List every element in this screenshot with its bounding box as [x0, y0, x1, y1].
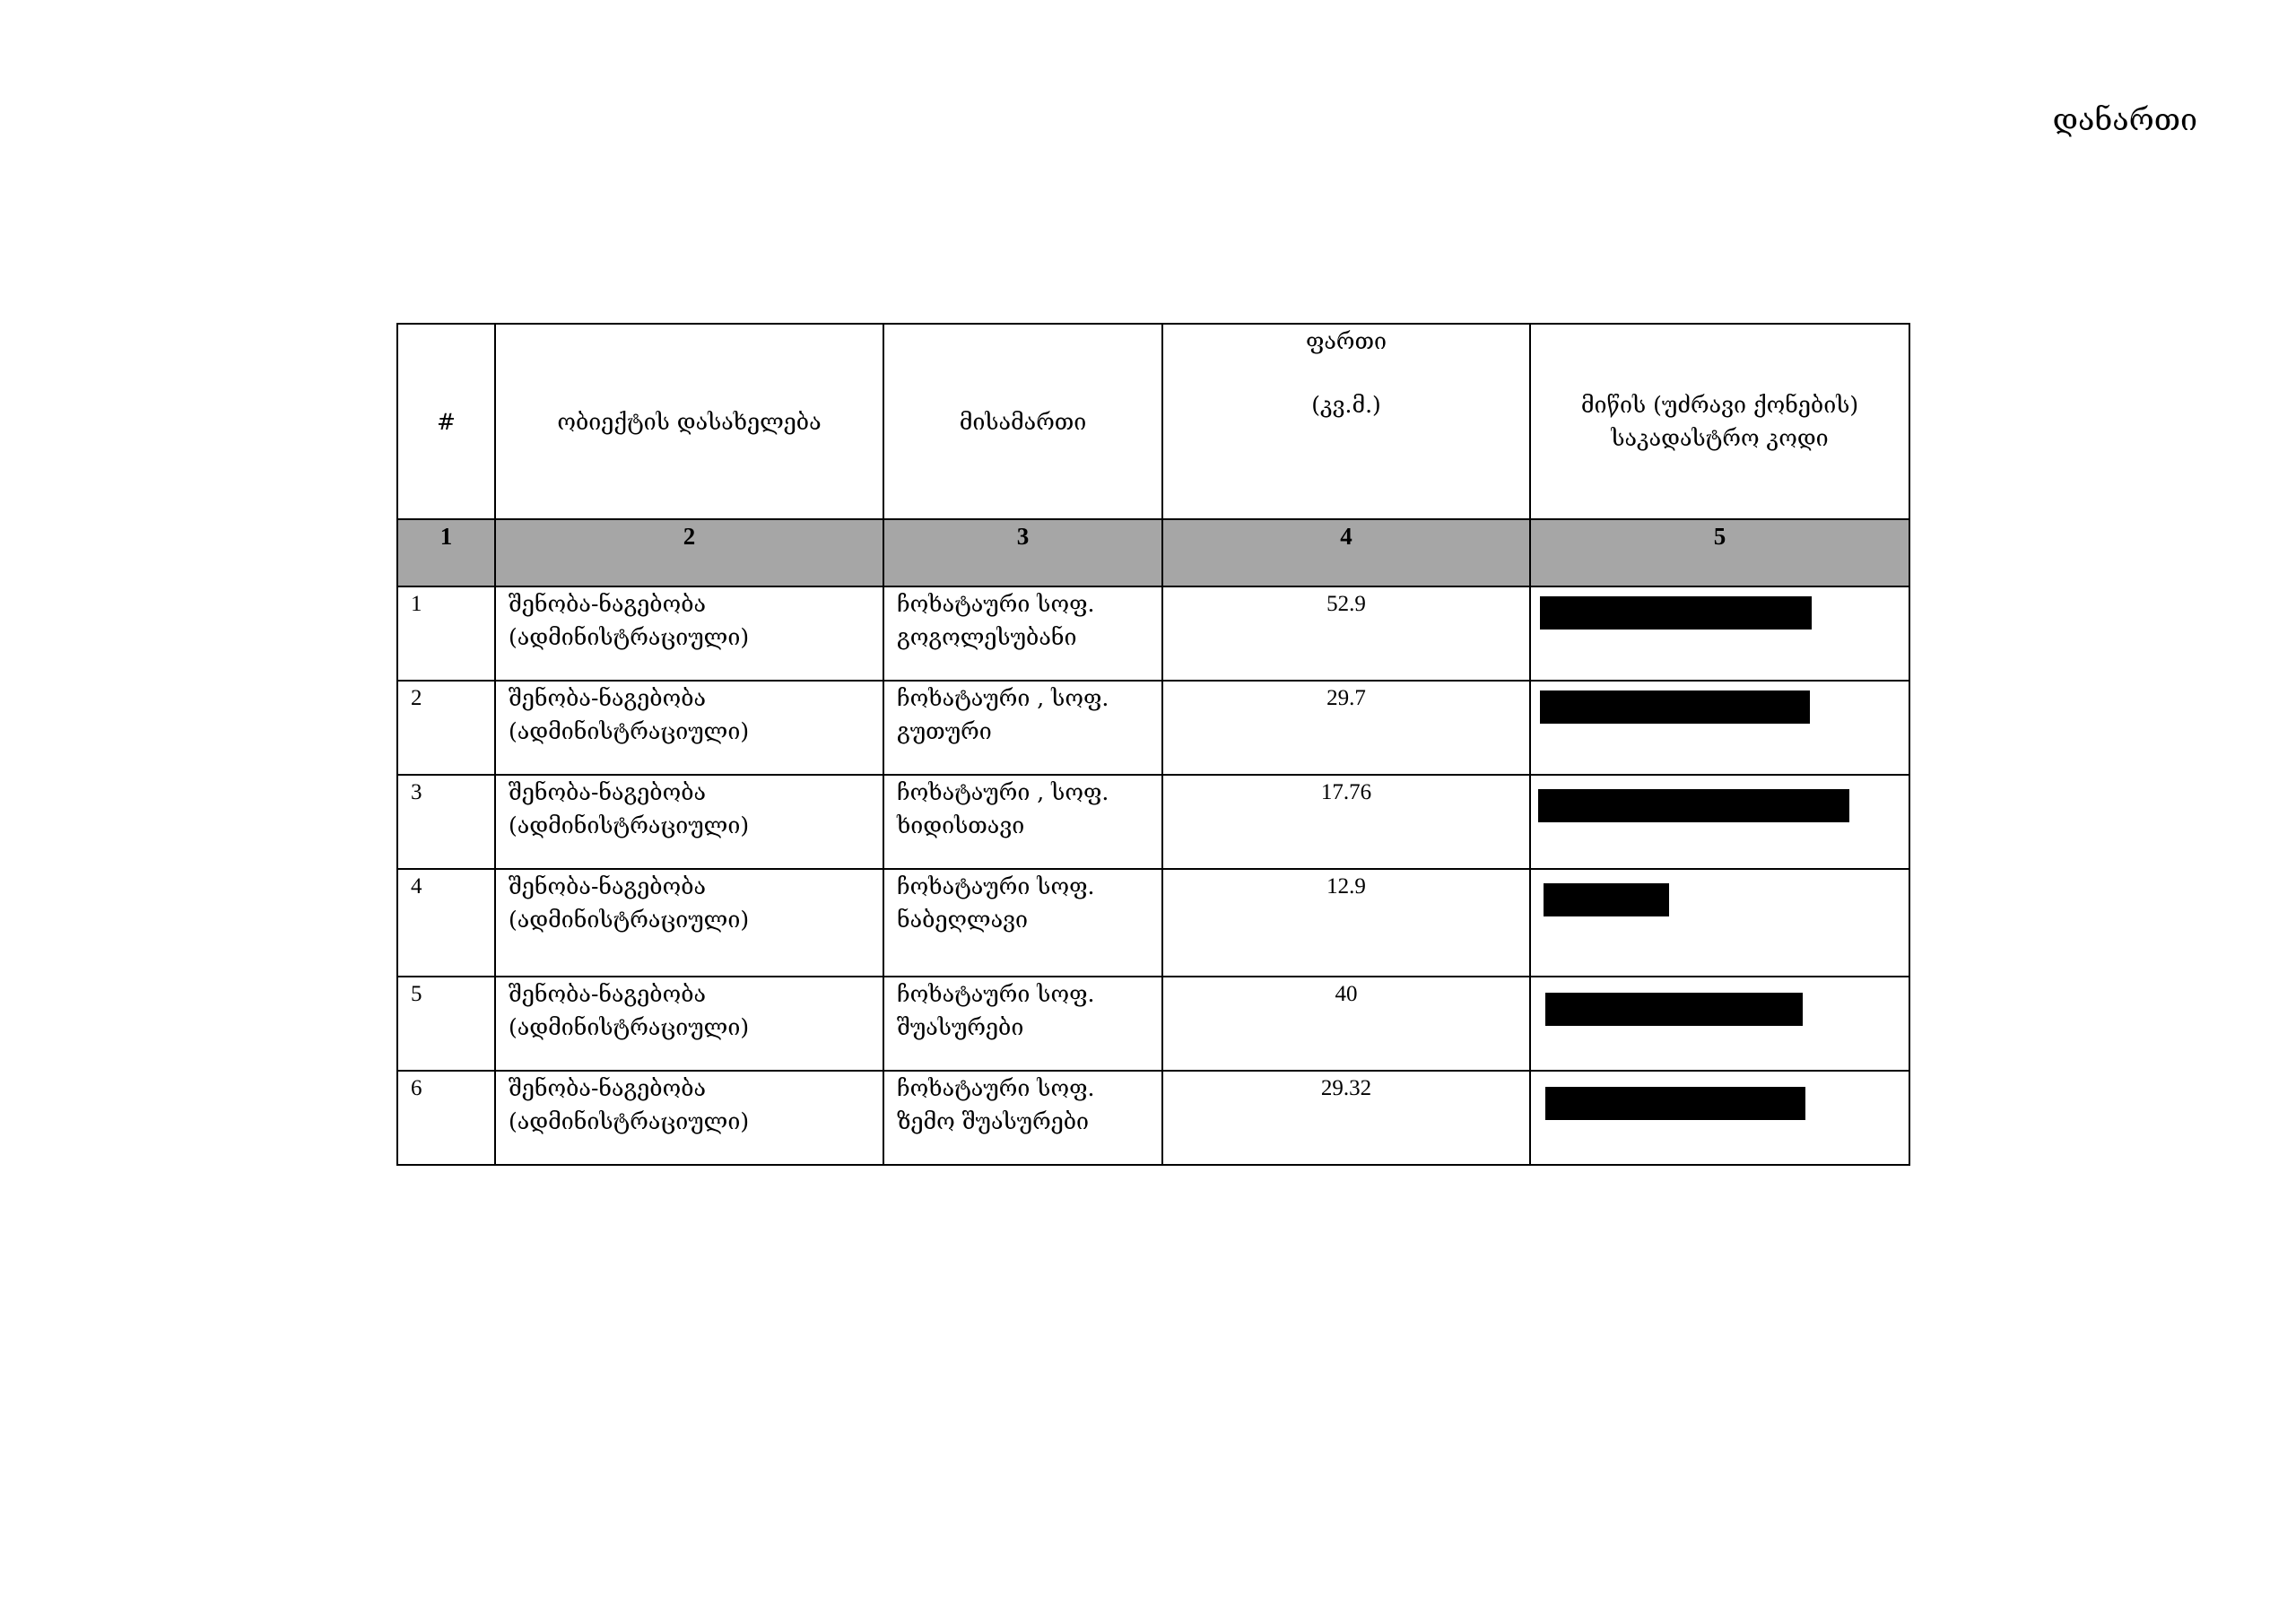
redaction-block — [1540, 596, 1812, 630]
area-value: 12.9 — [1162, 869, 1530, 977]
address-line1: ჩოხატაური სოფ. — [897, 1075, 1095, 1101]
row-number: 3 — [397, 775, 495, 869]
address — [883, 681, 1162, 775]
object-name-line2: (ადმინისტრაციული) — [509, 624, 750, 650]
table-row — [397, 869, 1909, 977]
address — [883, 1071, 1162, 1165]
address-line1: ჩოხატაური სოფ. — [897, 591, 1095, 617]
object-name — [495, 977, 883, 1071]
area-value: 29.32 — [1162, 1071, 1530, 1165]
header-area-label: ფართი — [1306, 328, 1387, 354]
object-name-line1: შენობა-ნაგებობა — [509, 981, 707, 1007]
redaction-block — [1540, 690, 1810, 724]
object-name-line1: შენობა-ნაგებობა — [509, 1075, 707, 1101]
address — [883, 977, 1162, 1071]
row-number: 2 — [397, 681, 495, 775]
object-name — [495, 1071, 883, 1165]
address-line2: ზემო შუასურები — [897, 1108, 1090, 1134]
table-row — [397, 977, 1909, 1071]
column-number: 4 — [1162, 519, 1530, 586]
cadastral-code-cell — [1530, 681, 1909, 775]
cadastral-code-cell — [1530, 586, 1909, 681]
object-name-line2: (ადმინისტრაციული) — [509, 907, 750, 933]
address — [883, 586, 1162, 681]
area-value: 40 — [1162, 977, 1530, 1071]
annex-title: დანართი — [2052, 102, 2197, 138]
object-name-line2: (ადმინისტრაციული) — [509, 718, 750, 744]
address-line1: ჩოხატაური , სოფ. — [897, 685, 1109, 711]
object-name-line1: შენობა-ნაგებობა — [509, 685, 707, 711]
column-number: 5 — [1530, 519, 1909, 586]
address-line2: გოგოლესუბანი — [897, 624, 1077, 650]
row-number: 5 — [397, 977, 495, 1071]
object-name-line1: შენობა-ნაგებობა — [509, 873, 707, 899]
object-name-line2: (ადმინისტრაციული) — [509, 812, 750, 838]
area-value: 17.76 — [1162, 775, 1530, 869]
header-cadastral-code — [1530, 324, 1909, 519]
column-number: 2 — [495, 519, 883, 586]
area-value: 52.9 — [1162, 586, 1530, 681]
column-number: 1 — [397, 519, 495, 586]
redaction-block — [1545, 1087, 1805, 1120]
column-number-row — [397, 519, 1909, 586]
area-value: 29.7 — [1162, 681, 1530, 775]
address-line1: ჩოხატაური , სოფ. — [897, 779, 1109, 805]
header-cadastral-line1: მიწის (უძრავი ქონების) — [1580, 392, 1859, 418]
object-name — [495, 869, 883, 977]
redaction-block — [1544, 883, 1669, 916]
address — [883, 869, 1162, 977]
header-address: მისამართი — [883, 324, 1162, 519]
redaction-block — [1538, 789, 1849, 822]
object-name — [495, 681, 883, 775]
object-name-line2: (ადმინისტრაციული) — [509, 1108, 750, 1134]
cadastral-code-cell — [1530, 977, 1909, 1071]
header-cadastral-line2: საკადასტრო კოდი — [1611, 425, 1829, 451]
header-num: # — [397, 324, 495, 519]
column-number: 3 — [883, 519, 1162, 586]
address-line2: ნაბეღლავი — [897, 907, 1029, 933]
table-row — [397, 1071, 1909, 1165]
table-row — [397, 775, 1909, 869]
object-name-line1: შენობა-ნაგებობა — [509, 779, 707, 805]
redaction-block — [1545, 993, 1803, 1026]
table-row — [397, 681, 1909, 775]
cadastral-code-cell — [1530, 775, 1909, 869]
cadastral-code-cell — [1530, 1071, 1909, 1165]
object-name-line2: (ადმინისტრაციული) — [509, 1014, 750, 1040]
header-area — [1162, 324, 1530, 519]
row-number: 6 — [397, 1071, 495, 1165]
address-line2: ხიდისთავი — [897, 812, 1025, 838]
header-area-unit: (კვ.მ.) — [1311, 392, 1381, 418]
object-name — [495, 586, 883, 681]
table-row — [397, 586, 1909, 681]
address-line2: შუასურები — [897, 1014, 1024, 1040]
row-number: 1 — [397, 586, 495, 681]
table-header-row — [397, 324, 1909, 519]
address-line1: ჩოხატაური სოფ. — [897, 873, 1095, 899]
cadastral-code-cell — [1530, 869, 1909, 977]
address-line2: გუთური — [897, 718, 992, 744]
property-table — [396, 323, 1910, 1166]
row-number: 4 — [397, 869, 495, 977]
header-object-name: ობიექტის დასახელება — [495, 324, 883, 519]
object-name-line1: შენობა-ნაგებობა — [509, 591, 707, 617]
address — [883, 775, 1162, 869]
address-line1: ჩოხატაური სოფ. — [897, 981, 1095, 1007]
object-name — [495, 775, 883, 869]
